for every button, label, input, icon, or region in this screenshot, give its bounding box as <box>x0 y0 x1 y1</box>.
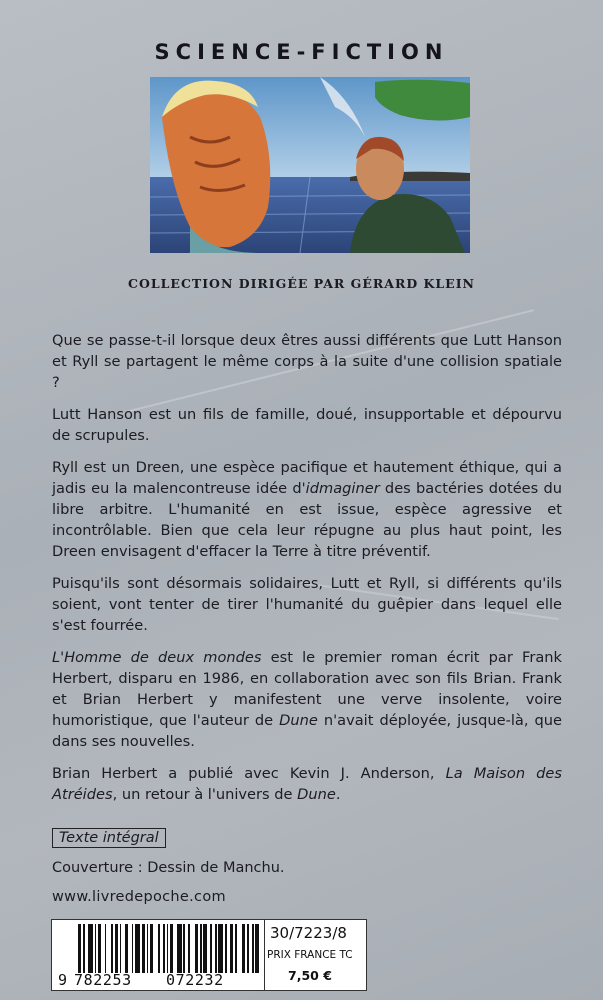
barcode-divider <box>264 920 265 990</box>
cover-credit: Couverture : Dessin de Manchu. <box>52 860 285 876</box>
text-run: Brian Herbert a publié avec Kevin J. Anderson, <box>52 765 446 782</box>
barcode-box <box>51 919 367 991</box>
illustration-art <box>150 77 470 253</box>
series-title: SCIENCE-FICTION <box>154 40 449 64</box>
barcode-gap <box>259 924 262 973</box>
price: 7,50 € <box>288 968 332 983</box>
italic-run: Dune <box>279 712 318 729</box>
integral-text-label: Texte intégral <box>52 828 166 848</box>
price-label: PRIX FRANCE TC <box>267 949 353 961</box>
italic-run: Dune <box>297 786 336 803</box>
blurb-paragraph <box>52 763 562 805</box>
text-run: Ryll est un Dreen, une espèce pacifique et hautement éthique, qui a jadis eu la malencontreuse idée d' <box>52 459 562 497</box>
blurb-paragraph: Puisqu'ils sont désormais solidaires, Lutt et Ryll, si différents qu'ils soient, vont tenter de tirer l'humanité du guêpier dans lequel elle s'est fourrée. <box>52 575 562 634</box>
reference-number: 30/7223/8 <box>270 924 347 942</box>
italic-run: La Maison des Atréides <box>52 765 562 803</box>
blurb-paragraph: Que se passe-t-il lorsque deux êtres aussi différents que Lutt Hanson et Ryll se partagent le même corps à la suite d'une collision spatiale ? <box>52 332 562 391</box>
collection-director: COLLECTION DIRIGÉE PAR GÉRARD KLEIN <box>128 276 475 291</box>
barcode-group-1: 782253 <box>74 971 132 989</box>
italic-run: idmaginer <box>305 480 380 497</box>
barcode-digits <box>58 971 224 989</box>
book-title: L'Homme de deux mondes <box>52 649 262 666</box>
publisher-website: www.livredepoche.com <box>52 889 226 905</box>
text-run: est le premier roman écrit par Frank Herbert, disparu en 1986, en collaboration avec son fils Brian. Frank et Brian Herbert y manifestent une verve insolente, voire humoristique, que l'auteur de <box>52 649 562 729</box>
blurb-paragraph <box>52 457 562 562</box>
text-run: . <box>335 786 341 803</box>
blurb-text <box>52 330 562 816</box>
blurb-paragraph <box>52 647 562 752</box>
barcode-first-digit: 9 <box>58 971 68 989</box>
blurb-paragraph: Lutt Hanson est un fils de famille, doué, insupportable et dépourvu de scrupules. <box>52 406 562 444</box>
text-run: des bactéries dotées du libre arbitre. L'humanité en est issue, espèce agressive et incontrôlable. Bien que cela leur répugne au plus haut point, les Dreen envisagent d'effacer la Terre à titre préventif. <box>52 480 562 560</box>
barcode-bars <box>78 924 262 973</box>
text-run: n'avait déployée, jusque-là, que dans ses nouvelles. <box>52 712 562 750</box>
text-run: , un retour à l'univers de <box>112 786 298 803</box>
barcode-group-2: 072232 <box>166 971 224 989</box>
cover-illustration <box>150 77 470 253</box>
